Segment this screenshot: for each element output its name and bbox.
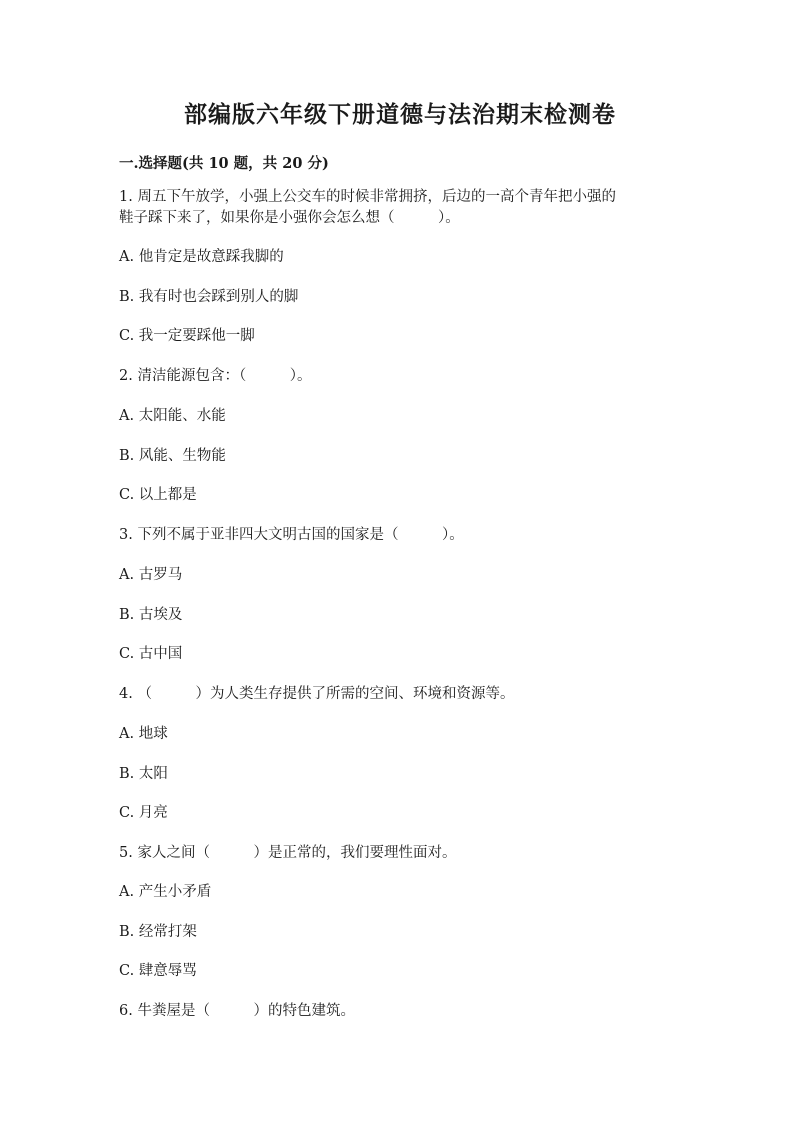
question-1-option-a: A. 他肯定是故意踩我脚的 [119, 249, 284, 265]
page-title: 部编版六年级下册道德与法治期末检测卷 [184, 101, 616, 128]
question-2-option-b: B. 风能、生物能 [119, 448, 226, 464]
question-3-option-c: C. 古中国 [119, 646, 183, 662]
section-heading: 一.选择题(共 10 题，共 20 分) [119, 155, 329, 172]
question-4-option-b: B. 太阳 [119, 766, 168, 782]
question-5-text: 5. 家人之间（ ）是正常的，我们要理性面对。 [119, 845, 457, 861]
question-3-text: 3. 下列不属于亚非四大文明古国的国家是（ ）。 [119, 527, 464, 543]
question-1-text-line-2: 鞋子踩下来了，如果你是小强你会怎么想（ ）。 [119, 210, 460, 226]
question-2-text: 2. 清洁能源包含：（ ）。 [119, 368, 312, 384]
question-4-text: 4. （ ）为人类生存提供了所需的空间、环境和资源等。 [119, 686, 515, 702]
question-4-option-c: C. 月亮 [119, 805, 168, 821]
question-3-option-b: B. 古埃及 [119, 607, 183, 623]
question-1-text-line-1: 1. 周五下午放学，小强上公交车的时候非常拥挤，后边的一高个青年把小强的 [119, 189, 616, 205]
question-4-option-a: A. 地球 [119, 726, 168, 742]
question-5-option-b: B. 经常打架 [119, 924, 197, 940]
question-2-option-a: A. 太阳能、水能 [119, 408, 226, 424]
question-6-text: 6. 牛粪屋是（ ）的特色建筑。 [119, 1003, 355, 1019]
question-2-option-c: C. 以上都是 [119, 487, 197, 503]
question-5-option-c: C. 肆意辱骂 [119, 963, 197, 979]
question-5-option-a: A. 产生小矛盾 [119, 884, 212, 900]
question-3-option-a: A. 古罗马 [119, 567, 183, 583]
question-1-option-c: C. 我一定要踩他一脚 [119, 328, 255, 344]
question-1-option-b: B. 我有时也会踩到别人的脚 [119, 289, 299, 305]
